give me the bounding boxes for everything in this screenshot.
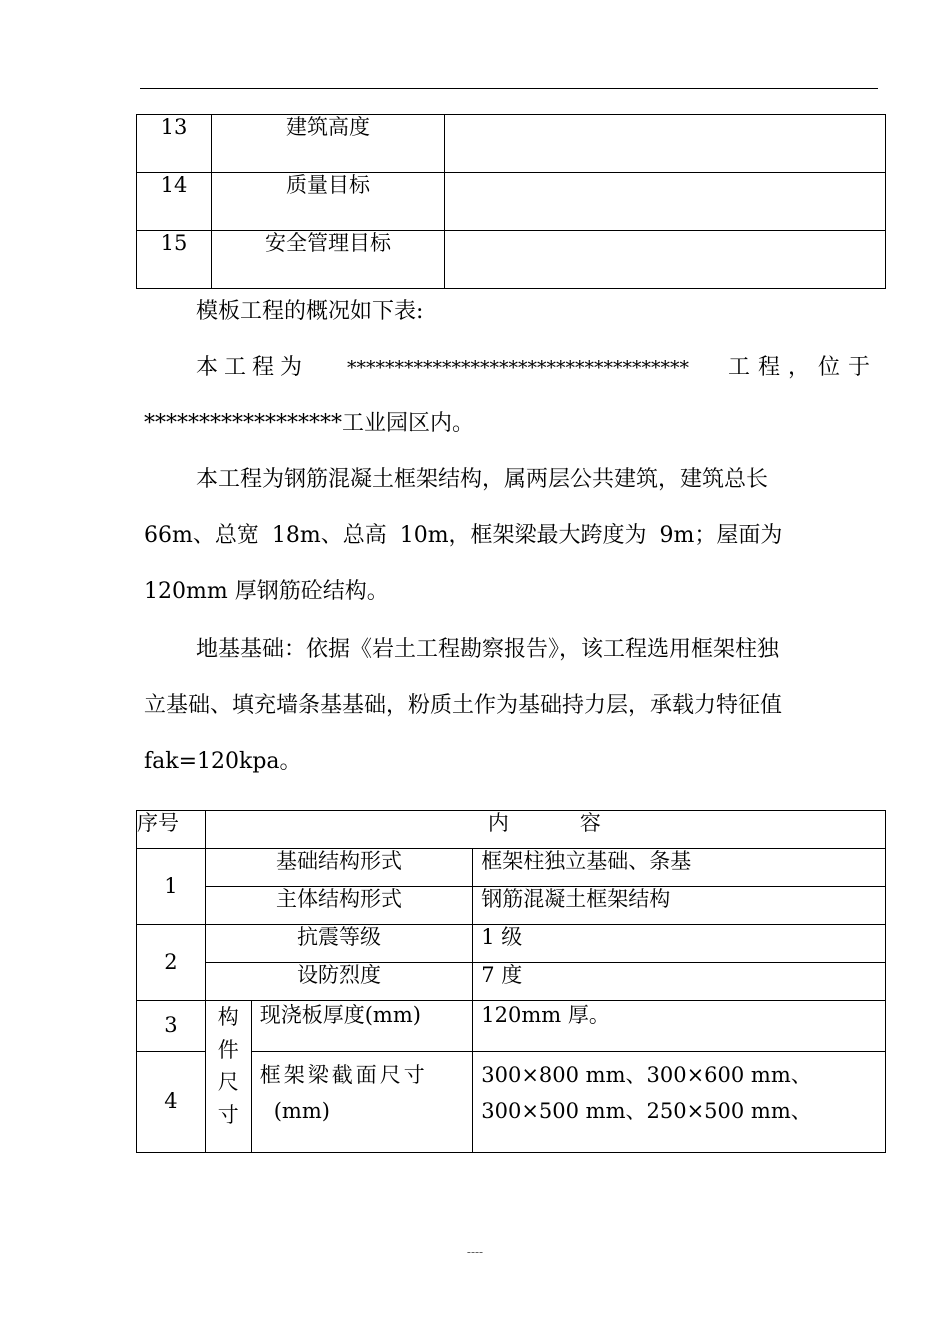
- row-label: 抗震等级: [205, 925, 472, 963]
- row-value: 7 度: [473, 963, 886, 1001]
- table-header-row: [137, 811, 886, 849]
- table-row: [137, 925, 886, 963]
- p1-stars: ************************************: [347, 357, 689, 379]
- row-value: 1 级: [473, 925, 886, 963]
- member-char: 尺: [217, 1070, 239, 1095]
- paragraph-1-line-2: ******************工业园区内。: [144, 411, 475, 436]
- row-number: 3: [137, 1001, 206, 1052]
- row-number: 4: [137, 1052, 206, 1153]
- row-value: [445, 115, 886, 173]
- row-label-line: 框架梁截面尺寸: [259, 1063, 428, 1087]
- header-number: 序号: [137, 811, 206, 849]
- p1-text-a: 本工程为: [196, 355, 309, 380]
- row-label: 设防烈度: [205, 963, 472, 1001]
- row-number: 2: [137, 925, 206, 1001]
- row-number: 13: [137, 115, 212, 173]
- row-label: 质量目标: [212, 173, 445, 231]
- member-char: 构: [217, 1005, 239, 1029]
- row-value: [473, 1052, 886, 1153]
- header-rule: [140, 88, 878, 89]
- header-content: 内 容: [205, 811, 885, 849]
- p1-text-b: 工程，位于: [727, 355, 878, 380]
- row-value-line: 300×800 mm、300×600 mm、: [481, 1063, 812, 1087]
- project-info-table: [136, 114, 886, 289]
- row-value: [445, 231, 886, 289]
- row-label: 基础结构形式: [205, 849, 472, 887]
- paragraph-2-line-2: 66m、总宽 18m、总高 10m，框架梁最大跨度为 9m；屋面为: [144, 523, 783, 548]
- table-row: [137, 963, 886, 1001]
- paragraph-2-line-3: 120mm 厚钢筋砼结构。: [144, 579, 389, 604]
- row-value: 框架柱独立基础、条基: [473, 849, 886, 887]
- table-row: [137, 115, 886, 173]
- table-row: [137, 849, 886, 887]
- page-footer: ----: [466, 1245, 484, 1259]
- paragraph-3-line-1: 地基基础：依据《岩土工程勘察报告》，该工程选用框架柱独: [196, 637, 780, 662]
- row-value: [445, 173, 886, 231]
- row-number: 15: [137, 231, 212, 289]
- paragraph-3-line-2: 立基础、填充墙条基基础，粉质土作为基础持力层，承载力特征值: [144, 693, 783, 718]
- row-label: 主体结构形式: [205, 887, 472, 925]
- paragraph-1-line-1: [196, 340, 878, 396]
- row-number: 1: [137, 849, 206, 925]
- row-value: 钢筋混凝土框架结构: [473, 887, 886, 925]
- table-row: [137, 231, 886, 289]
- paragraph-2-line-1: 本工程为钢筋混凝土框架结构，属两层公共建筑，建筑总长: [196, 467, 769, 492]
- row-label: 安全管理目标: [212, 231, 445, 289]
- row-value: 120mm 厚。: [473, 1001, 886, 1052]
- table-row: [137, 173, 886, 231]
- paragraph-3-line-3: fak=120kpa。: [144, 749, 302, 774]
- intro-paragraph: 模板工程的概况如下表:: [196, 299, 424, 324]
- member-size-label: [205, 1001, 251, 1153]
- row-label: 建筑高度: [212, 115, 445, 173]
- member-char: 件: [217, 1037, 239, 1062]
- formwork-overview-table: [136, 810, 886, 1153]
- member-char: 寸: [217, 1102, 239, 1127]
- row-label-line: (mm): [273, 1098, 330, 1123]
- row-number: 14: [137, 173, 212, 231]
- row-value-line: 300×500 mm、250×500 mm、: [481, 1098, 812, 1123]
- table-row: [137, 1001, 886, 1052]
- table-row: [137, 887, 886, 925]
- row-label: [251, 1052, 473, 1153]
- row-label: 现浇板厚度(mm): [251, 1001, 473, 1052]
